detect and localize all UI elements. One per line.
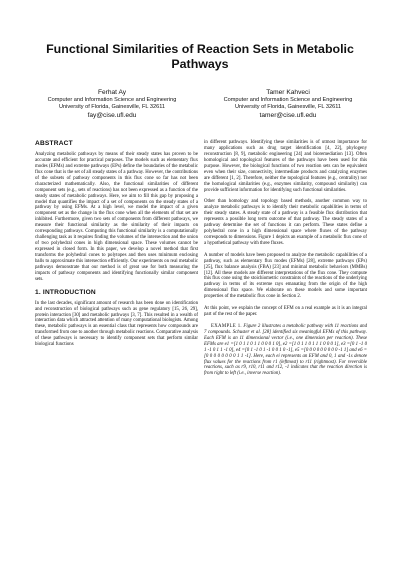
introduction-heading: 1. INTRODUCTION (35, 288, 96, 296)
example-1 (204, 324, 367, 377)
abstract-heading: ABSTRACT (35, 140, 73, 147)
author-department: Computer and Information Science and Engineering (47, 97, 177, 103)
author-block-2 (203, 88, 373, 120)
example-label: EXAMPLE 1. (211, 323, 242, 329)
author-department: Computer and Information Science and Engineering (223, 97, 353, 103)
author-block-1 (27, 88, 197, 120)
intro-paragraph-3: A number of models have been proposed to analyze the metabolic capabilities of a pathway, such as elementary flux modes (EFMs) [28], extreme pathways (EPs) [25], flux balance analysis (FBA) [23] and minimal metabolic behaviors (MMBs) [12]. All these models are different interpretations of the flux cone. They compute this flux cone using the stoichiometric constraints of the reactions of the underlying pathway in terms of its extreme rays emanating from the origin of the high dimensional flux space. We elaborate on these models and some important properties of the metabolic flux cone in Section 2. (204, 252, 367, 300)
paper-title: Functional Similarities of Reaction Sets in Metabolic Pathways (46, 42, 354, 71)
author-email: tamer@cise.ufl.edu (259, 111, 317, 119)
right-column (204, 140, 367, 383)
intro-paragraph-4: At this point, we explain the concept of EFM on a real example as it is an integral part of the rest of the paper. (204, 306, 367, 318)
left-column (35, 140, 198, 348)
author-affiliation: University of Florida, Gainesville, FL 32611 (58, 104, 165, 111)
author-name: Ferhat Ay (97, 89, 127, 96)
intro-paragraph-1: In the last decades, significant amount of research has been done on identification and reconstruction of biological pathways such as gene regulatory [15, 26, 29], protein interaction [30] and metabolic pathways [3, 7]. This resulted in a wealth of interaction data which attracted attention of many computational biologists. Among these, metabolic pathways is an essential class that represents how compounds are transformed from one to another through metabolic reactions. Comparative analysis of these pathways is necessary to identify component sets that perform similar biological functions (35, 300, 198, 348)
intro-paragraph-1-continued: in different pathways. Identifying these similarities is of utmost importance for many applications such as drug target identification [4, 22], phylogeny reconstruction [8, 9], metabolic engineering [24] and bioremediation [13]. Often homological and topological features of the pathways have been used for this purpose. However, the biological functions of two reaction sets can be equivalent even when their size, connectivity, intermediate products and catalyzing enzymes are different [1, 2]. Therefore, neither the topological features (e.g., centrality) nor the homological similarities (e.g., enzymes similarity, compound similarity) can provide sufficient information for identifying such functional similarities. (204, 140, 367, 193)
intro-paragraph-2: Other than homology and topology based methods, another common way to analyze metabolic pathways is to identify their metabolic capabilities in terms of their steady states. A steady state of a pathway is a feasible flux distribution that represents a possible long term outcome of that pathway. The steady states of a pathway determine the set of functions it can perform. These states define a polyhedral cone in a high dimensional space where fluxes of the pathway corresponds to dimensions. Figure 1 depicts an example of a metabolic flux cone of a hypothetical pathway with three fluxes. (204, 199, 367, 246)
abstract-text: Analyzing metabolic pathways by means of their steady states has proven to be accurate and efficient for practical purposes. The models such as elementary flux modes (EFMs) and extreme pathways (EPs) define the boundaries of the metabolic flux cone that is the set of all steady states of a pathway. However, the contributions of the subsets of pathway components in this flux cone so far has not been characterized mathematically. Also, the functional similarities of different component sets (e.g., sets of reactions) has not been expressed as a function of the steady states of metabolic pathways. Here, we aim to fill this gap by proposing a model that quantifies the impact of a set of components on the steady states of a pathway by using EFMs. At a high level, we model the impact of a given component set as the change in the flux cone when all the elements of that set are inhibited. Furthermore, given two sets of components from different pathways, we measure their functional similarity as the similarity of their impacts on corresponding pathways. Computing this functional similarity is a computationally challenging task as it requires finding the volumes of the intersection and the union of two polyhedral cones in high dimensional space. These volumes cannot be expressed in closed form. In this paper, we develop a novel method that first transforms the polyhedral cones to polytopes and then uses minimum enclosing balls to approximate this intersection efficiently. Our experiments on real metabolic pathways demonstrate that our method is of great use for both measuring the impacts of pathway components and identifying functionally similar component sets. (35, 152, 198, 282)
author-affiliation: University of Florida, Gainesville, FL 32611 (234, 104, 341, 111)
example-text: Figure 2 illustrates a metabolic pathway with 11 reactions and 7 compounds. Schuster et al. [28] identified six meaningful EFMs of this pathway. Each EFM is an 11 dimensional vector (i.e., one dimension per reaction). These EFMs are e1 =[1 0 1 1 0 1 1 0 0 0 1 0], e2 =[1 0 1 1 0 1 1 1 0 0 0 1], e3 =[0 1 -1 0 1 -1 0 1 1 -1 0], e4 =[0 1 -1 0 1 -1 0 0 1 0 -1], e5 =[0 0 0 0 0 0 0 0 0 -1 1] and e6 =[0 0 0 0 0 0 0 0 1 1 -1]. Here, each ei represents an EFM and 0, 1 and -1s denote flux values for the reactions from r1 (leftmost) to r11 (rightmost). For reversible reactions, such as r9, r10, r11 and r12, -1 indicates that the reaction direction is from right to left (i.e., inverse reaction). (204, 323, 368, 377)
author-name: Tamer Kahveci (266, 89, 310, 96)
author-email: fay@cise.ufl.edu (87, 111, 137, 119)
